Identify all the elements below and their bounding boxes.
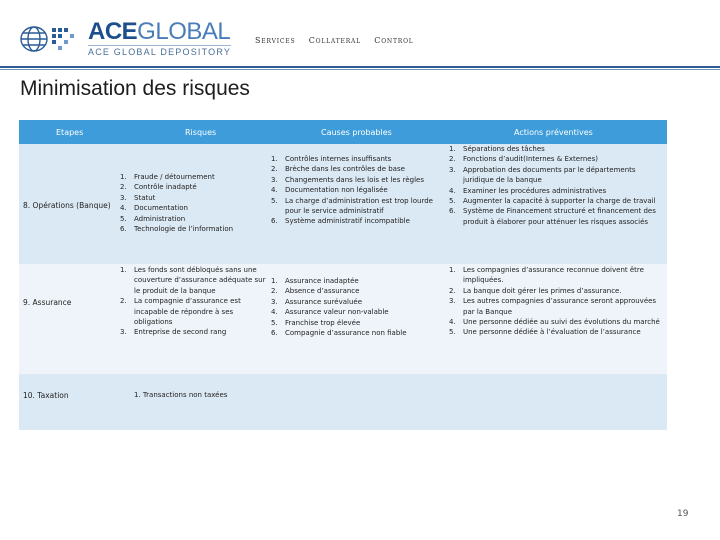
risque-item (120, 224, 270, 234)
action-item (449, 165, 667, 186)
cause-item (271, 297, 439, 307)
item-number: 6. (271, 217, 278, 226)
item-number: 6. (120, 225, 127, 234)
risque-item (120, 193, 270, 203)
cause-item (271, 216, 439, 226)
etape-9: 9. Assurance (23, 298, 72, 307)
risques-10: 1. Transactions non taxées (134, 391, 228, 399)
col-header-causes: Causes probables (321, 127, 392, 137)
tagline-services: Services (255, 36, 296, 45)
item-number: 1. (271, 155, 278, 163)
header-divider-thin (0, 69, 720, 70)
item-text: Assurance valeur non-valable (285, 308, 389, 317)
item-number: 4. (271, 308, 278, 317)
item-text: Statut (134, 193, 156, 202)
brand-name: ACEGLOBAL (88, 18, 231, 45)
item-text: Fraude / détournement (134, 173, 215, 181)
etape-10: 10. Taxation (23, 391, 69, 400)
cause-item (271, 175, 439, 185)
item-number: 5. (449, 328, 456, 337)
item-text: La banque doit gérer les primes d’assurance. (463, 286, 622, 295)
item-text: Une personne dédiée à l’évaluation de l’assurance (463, 328, 641, 337)
item-text: Fonctions d’audit(Internes & Externes) (463, 155, 598, 164)
item-text: Séparations des tâches (463, 145, 545, 153)
item-text: Compagnie d’assurance non fiable (285, 329, 407, 338)
item-number: 2. (449, 155, 456, 164)
risque-item (120, 296, 270, 327)
item-text: Entreprise de second rang (134, 328, 227, 337)
item-number: 4. (120, 204, 127, 213)
cause-item (271, 286, 439, 296)
item-text: La charge d’administration est trop lourde pour le service administratif (285, 196, 433, 216)
table-row-10 (19, 374, 667, 430)
header-divider (0, 66, 720, 68)
item-text: Les autres compagnies d’assurance seront approuvées par la Banque (463, 297, 657, 316)
cause-item (271, 307, 439, 317)
item-text: Système de Financement structuré et financement des produit à élaborer pour atténuer les risques associés (463, 207, 656, 226)
item-number: 3. (120, 328, 127, 337)
causes-list-8 (271, 154, 439, 227)
item-number: 5. (271, 196, 278, 205)
item-number: 4. (449, 318, 456, 327)
item-text: Brèche dans les contrôles de base (285, 165, 405, 174)
item-number: 3. (271, 175, 278, 184)
risque-item (120, 265, 270, 296)
item-number: 4. (449, 186, 456, 195)
risque-item (120, 172, 270, 182)
causes-list-9 (271, 276, 439, 338)
cause-item (271, 154, 439, 164)
col-header-risques: Risques (185, 127, 217, 137)
risques-list-8 (120, 172, 270, 234)
page-title: Minimisation des risques (20, 77, 250, 100)
item-number: 2. (120, 297, 127, 306)
brand-subtitle: ACE GLOBAL DEPOSITORY (88, 47, 232, 57)
item-text: Franchise trop élevée (285, 318, 361, 327)
item-text: Augmenter la capacité à supporter la charge de travail (463, 197, 656, 206)
item-text: Absence d’assurance (285, 287, 360, 296)
item-number: 1. (120, 266, 127, 274)
risque-item (120, 203, 270, 213)
risque-item (120, 327, 270, 337)
item-number: 2. (120, 183, 127, 192)
item-number: 5. (120, 214, 127, 223)
item-text: Administration (134, 214, 186, 223)
item-text: La compagnie d’assurance est incapable de répondre à ses obligations (134, 297, 241, 327)
item-number: 1. (449, 145, 456, 153)
item-number: 6. (449, 207, 456, 216)
action-item (449, 196, 667, 206)
action-item (449, 317, 667, 327)
action-item (449, 206, 667, 227)
item-text: Technologie de l’information (134, 225, 234, 234)
action-item (449, 327, 667, 337)
item-text: Approbation des documents par le départements juridique de la banque (463, 165, 636, 185)
company-logo (18, 20, 231, 57)
etape-8: 8. Opérations (Banque) (23, 201, 111, 210)
action-item (449, 296, 667, 317)
cause-item (271, 185, 439, 195)
col-header-etapes: Etapes (56, 127, 84, 137)
item-text: Examiner les procédures administratives (463, 186, 607, 195)
item-text: Contrôles internes insuffisants (285, 155, 392, 163)
item-number: 3. (449, 165, 456, 174)
risques-list-9 (120, 265, 270, 338)
item-text: Les compagnies d’assurance reconnue doivent être impliquées. (463, 266, 644, 285)
cause-item (271, 276, 439, 286)
item-number: 3. (120, 193, 127, 202)
item-number: 6. (271, 329, 278, 338)
item-text: Les fonds sont débloqués sans une couverture d’assurance adéquate sur le produit de la banque (134, 266, 266, 295)
globe-logo-icon (18, 24, 80, 54)
action-item (449, 286, 667, 296)
action-item (449, 186, 667, 196)
item-number: 5. (271, 318, 278, 327)
actions-list-8 (449, 144, 667, 227)
item-number: 4. (271, 186, 278, 195)
action-item (449, 154, 667, 164)
item-number: 2. (271, 165, 278, 174)
item-number: 3. (449, 297, 456, 306)
item-text: Système administratif incompatible (285, 217, 410, 226)
action-item (449, 144, 667, 154)
page-number: 19 (677, 509, 689, 519)
item-number: 1. (271, 277, 278, 285)
action-item (449, 265, 667, 286)
tagline-collateral: Collateral (308, 36, 361, 45)
col-header-actions: Actions préventives (514, 127, 593, 137)
item-text: Une personne dédiée au suivi des évolutions du marché (463, 318, 660, 327)
item-text: Assurance surévaluée (285, 297, 363, 306)
item-number: 2. (449, 286, 456, 295)
tagline (255, 36, 424, 45)
actions-list-9 (449, 265, 667, 338)
cause-item (271, 196, 439, 217)
item-number: 2. (271, 287, 278, 296)
item-text: Contrôle inadapté (134, 183, 197, 192)
risque-item (120, 182, 270, 192)
item-number: 1. (120, 173, 127, 181)
cause-item (271, 318, 439, 328)
item-text: Assurance inadaptée (285, 277, 359, 285)
cause-item (271, 328, 439, 338)
item-number: 5. (449, 197, 456, 206)
item-text: Changements dans les lois et les règles (285, 175, 424, 184)
item-number: 1. (449, 266, 456, 274)
item-text: Documentation non légalisée (285, 186, 388, 195)
cause-item (271, 164, 439, 174)
item-number: 3. (271, 297, 278, 306)
tagline-control: Control (374, 36, 414, 45)
item-text: Documentation (134, 204, 188, 213)
risque-item (120, 214, 270, 224)
